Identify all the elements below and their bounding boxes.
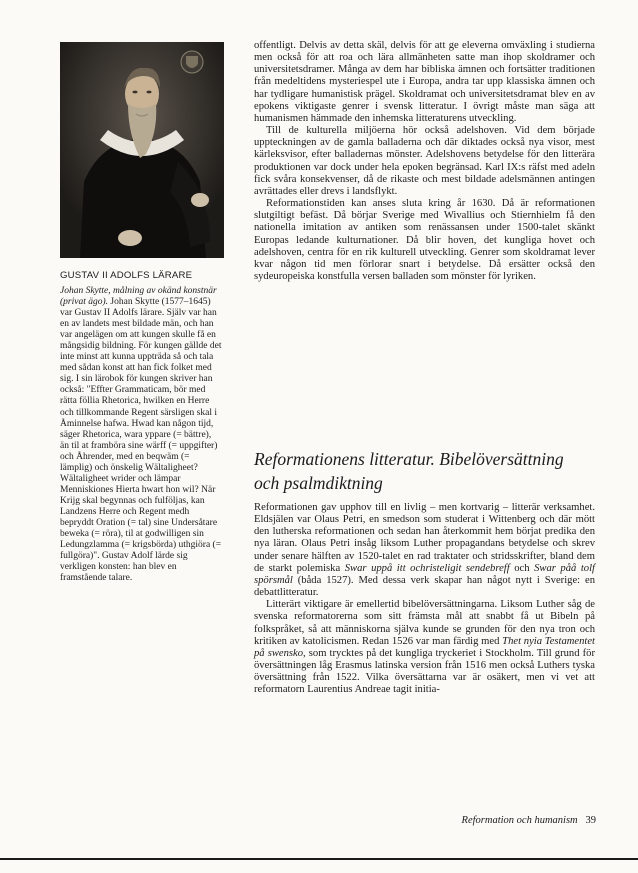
coat-of-arms-icon [181, 51, 203, 73]
paragraph-text: , som trycktes på det kungliga tryckeriet i Stockholm. Till grund för översättningen låg Erasmus latinska version från 1516 men också Luthers tyska översättning från 1522. Vilka översättarna var är osäkert, men vi vet att reformatorn Laurentius Andreae tagit initia- [254, 647, 595, 696]
paragraph [254, 599, 595, 696]
work-title: Swar uppå itt ochristeligit sendebreff [344, 562, 510, 574]
work-title: Swar påå tolf spörsmål [254, 562, 595, 586]
work-title: Thet nyia Testamentet på swensko [254, 635, 595, 659]
caption-title: GUSTAV II ADOLFS LÄRARE [60, 270, 193, 281]
running-title: Reformation och humanism [461, 815, 578, 826]
section-heading-line2: och psalmdiktning [254, 473, 383, 493]
caption-italic: Johan Skytte, målning av okänd konstnär (privat ägo). [60, 286, 217, 308]
paragraph: Reformationstiden kan anses sluta kring år 1630. Då är reformationen slutgiltigt befäst. Då börjar Sverige med Wivallius och Stiernhielm få den nationella imitation av antiken som renässansen under 1500-talet skänkt Europas ledande kulturnationer. Då blir hoven, det kungliga hovet och adelshoven, centra för en rik kulturell utveckling. Genrer som skoldramat lever kvar någon tid men förlorar snart i betydelse. Då ersätter också den sydeuropeiska konstfulla versen balladen som mönster för lyriken. [254, 198, 595, 282]
paragraph: offentligt. Delvis av detta skäl, delvis för att ge eleverna omväxling i studierna men också för att roa och lära allmänheten satte man ihop skoldramer och universitetsdramer. Många av dem har bibliska ämnen och fortsätter traditionen från medeltidens mysteriespel ute i Europa, andra tar upp klassiska ämnen och har tydligare humanistisk prägel. Skoldramat och universitetsdramat blev en av epokens viktigaste genrer i svensk litteratur. I övrigt måste man säga att humanismen hämmade den inhemska litteraturens utveckling. [254, 40, 595, 124]
paragraph-text: och [509, 562, 535, 574]
section-heading-line1: Reformationens litteratur. Bibelöversättning [254, 449, 564, 469]
body-text-top [254, 40, 595, 283]
portrait-figure [60, 42, 224, 258]
body-text-bottom [254, 502, 595, 697]
caption-text: Johan Skytte (1577–1645) var Gustav II Adolfs lärare. Själv var han en av landets mest bildade män, och han var angelägen om att kungen skulle få en mångsidig bildning. För kungen gällde det inte minst att kunna uppträda så och tala med sådan konst att han fick folket med sig. I sin lärobok för kungen skriver han också: "Effter Grammaticam, bör med rätta föllia Rhetorica, hwilken en Herre och tillkommande Regent särsligen skal i Åminnelse hafwa. Hwad kan någon tijd, säger Rhetorica, wara yppare (= bättre), än til at framböra sine wärff (= uppgifter) och Åhrender, med en beqwäm (= lämplig) och önskelig Wältaligheet? Wältaligheet wrider och lämpar Menniskiones Hierta hwart hon wil? När Krijg skal begynnas och fulföljas, kan Landzens Herre och Regent medh bepryddt Oration (= tal) sine Undersåtare beweka (= röra), til at godwilligen sin Ledungzlamma (= krigsbörda) uthgiöra (= fullgöra)". Gustav Adolf lärde sig verkligen konsten: han blev en framstående talare. [60, 297, 222, 584]
paragraph-text: Litterärt viktigare är emellertid bibelöversättningarna. Liksom Luther såg de svenska reformatorerna som sitt främsta mål att snabbt få ut Bibeln på folkspråket, så att människorna själva kunde se grunden för den nya tron och kritiken av katolicismen. Redan 1526 var man färdig med [254, 599, 595, 647]
page-number: 39 [585, 815, 596, 826]
paragraph-text: (båda 1527). Med dessa verk skapar han något nytt i Sverige: en debattlitteratur. [254, 574, 595, 599]
section-heading [254, 447, 604, 495]
page-footer [420, 815, 596, 826]
portrait-caption [60, 286, 222, 584]
portrait-painting [60, 42, 224, 258]
bottom-rule [0, 858, 638, 860]
paragraph-text: Reformationen gav upphov till en livlig – men kortvarig – litterär verksamhet. Eldsjälen var Olaus Petri, en smedson som studerat i Wittenberg och där mött den lutherska reformationen och sedan han återkommit hem börjat predika den nya läran. Olaus Petri insåg liksom Luther propagandans betydelse och skrev under senare hälften av 1520-talet en rad traktater och stridsskrifter, bland dem de starkt polemiska [254, 502, 595, 574]
paragraph: Till de kulturella miljöerna hör också adelshoven. Vid dem började uppteckningen av de gamla balladerna och där diktades också nya visor, mest kärleksvisor, efter balladernas mönster. Adelshovens betydelse för den litterära produktionen var dock under hela epoken begränsad. Karl IX:s räfst med adeln fick svåra konsekvenser, då de rikaste och mest bildade adelsmännen antingen avrättades eller drevs i landsflykt. [254, 125, 595, 197]
paragraph [254, 502, 595, 599]
